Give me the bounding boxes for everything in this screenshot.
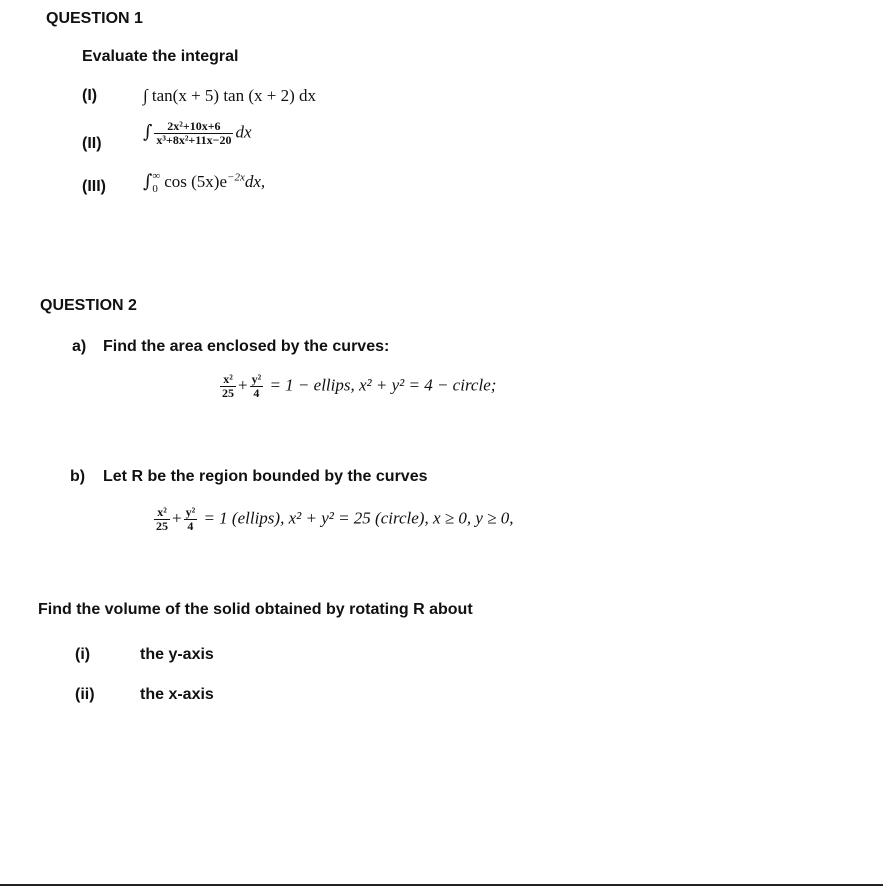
plus-sign: + [172, 508, 182, 528]
q2b-label: b) [70, 468, 86, 485]
question-2-heading: QUESTION 2 [40, 297, 137, 314]
y-squared-over-4 [250, 373, 264, 400]
integrand: cos (5x)e [164, 171, 228, 191]
lower-limit: 0 [152, 183, 158, 195]
volume-instruction: Find the volume of the solid obtained by rotating R about [38, 601, 473, 618]
page-bottom-border [0, 884, 883, 886]
fraction-numerator: 2x²+10x+6 [154, 120, 233, 134]
q1-item-3-expression [143, 170, 265, 196]
fraction-denominator: 25 [156, 519, 168, 533]
q2a-label: a) [72, 338, 87, 355]
rational-fraction [154, 120, 233, 147]
q1-item-2-label: (II) [82, 135, 102, 152]
x-squared-over-25 [220, 373, 236, 400]
x-squared-over-25 [154, 506, 170, 533]
upper-limit: ∞ [152, 170, 161, 182]
q2-item-2-text: the x-axis [140, 686, 214, 703]
q2-item-2-label: (ii) [75, 686, 95, 703]
differential: dx [235, 122, 252, 142]
q2a-equation [218, 373, 496, 400]
fraction-numerator: y² [185, 505, 196, 519]
fraction-denominator: 4 [187, 519, 194, 533]
q1-instruction: Evaluate the integral [82, 48, 239, 65]
y-squared-over-4 [184, 506, 198, 533]
q2-item-1-text: the y-axis [140, 646, 214, 663]
q1-item-2-expression [143, 120, 251, 147]
fraction-denominator: 25 [222, 386, 234, 400]
plus-sign: + [238, 375, 248, 395]
q2b-equation [152, 506, 513, 533]
integral-limits [152, 170, 160, 196]
q1-item-3-label: (III) [82, 178, 106, 195]
fraction-numerator: x² [220, 373, 236, 387]
differential: dx, [244, 171, 266, 191]
q2b-text: Let R be the region bounded by the curves [103, 468, 428, 485]
equation-rest: = 1 − ellips, x² + y² = 4 − circle; [269, 375, 497, 395]
q2-item-1-label: (i) [75, 646, 91, 663]
question-1-heading: QUESTION 1 [46, 10, 143, 27]
integral-sign: ∫ [143, 170, 153, 192]
fraction-denominator: 4 [253, 386, 260, 400]
equation-rest: = 1 (ellips), x² + y² = 25 (circle), x ≥ 0, y ≥ 0, [203, 508, 514, 528]
fraction-numerator: x² [154, 506, 170, 520]
fraction-numerator: y² [251, 372, 262, 386]
fraction-denominator: x³+8x²+11x−20 [156, 133, 232, 147]
q1-item-1-label: (I) [82, 87, 98, 104]
exponent: −2x [227, 171, 245, 184]
integral-sign: ∫ [143, 121, 153, 143]
q1-item-1-expression: ∫ tan(x + 5) tan (x + 2) dx [143, 86, 317, 105]
q2a-text: Find the area enclosed by the curves: [103, 338, 390, 355]
